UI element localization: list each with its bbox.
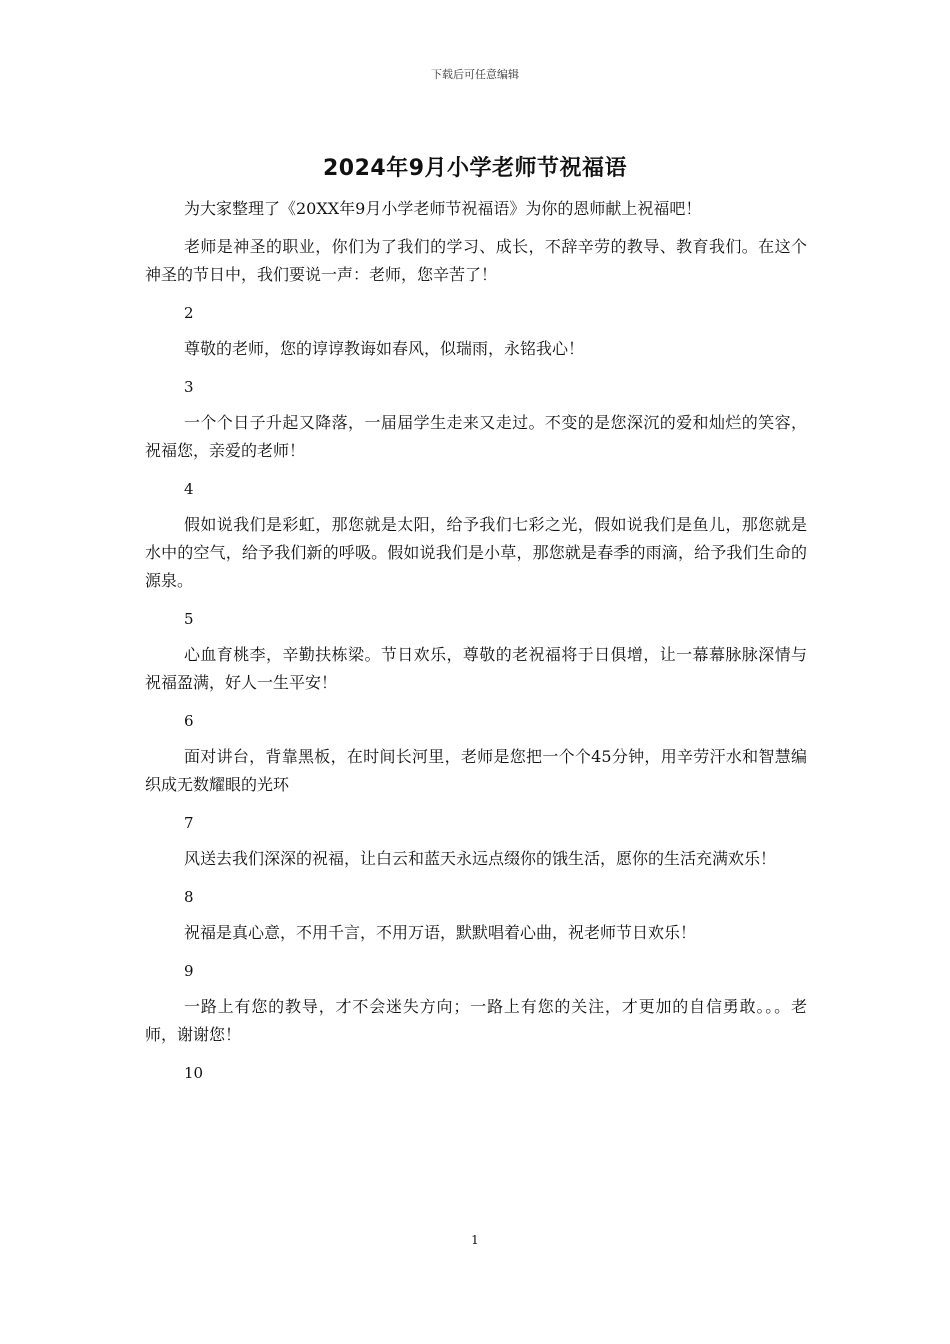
item-number-7: 7 [184,814,194,832]
item-number-4: 4 [184,480,194,498]
paragraph-5: 心血育桃李，辛勤扶栋梁。节日欢乐，尊敬的老祝福将于日俱增，让一幕幕脉脉深情与祝福盈满，好人一生平安！ [145,645,807,692]
paragraph-7: 风送去我们深深的祝福，让白云和蓝天永远点缀你的饿生活，愿你的生活充满欢乐！ [184,849,777,868]
item-number-9: 9 [184,962,194,980]
paragraph-8: 祝福是真心意，不用千言，不用万语，默默唱着心曲，祝老师节日欢乐！ [184,923,697,942]
page-header-note: 下载后可任意编辑 [431,68,519,81]
paragraph-4: 假如说我们是彩虹，那您就是太阳，给予我们七彩之光，假如说我们是鱼儿，那您就是水中的空气，给予我们新的呼吸。假如说我们是小草，那您就是春季的雨滴，给予我们生命的源泉。 [145,515,807,590]
document-title: 2024年9月小学老师节祝福语 [322,156,628,181]
paragraph-3: 一个个日子升起又降落，一届届学生走来又走过。不变的是您深沉的爱和灿烂的笑容，祝福您，亲爱的老师！ [145,413,807,460]
paragraph-6: 面对讲台，背靠黑板，在时间长河里，老师是您把一个个45分钟，用辛劳汗水和智慧编织成无数耀眼的光环 [145,747,807,794]
item-number-2: 2 [184,304,194,322]
item-number-8: 8 [184,888,194,906]
paragraph-2: 尊敬的老师，您的谆谆教诲如春风，似瑞雨，永铭我心！ [184,339,585,358]
paragraph-9: 一路上有您的教导，才不会迷失方向；一路上有您的关注，才更加的自信勇敢。。。老师，谢谢您！ [145,997,807,1044]
page-number: 1 [471,1233,479,1247]
document-body [145,195,807,1095]
paragraph-1: 老师是神圣的职业，你们为了我们的学习、成长，不辞辛劳的教导、教育我们。在这个神圣的节日中，我们要说一声：老师，您辛苦了！ [145,237,807,284]
item-number-10: 10 [184,1064,204,1082]
intro-paragraph: 为大家整理了《20XX年9月小学老师节祝福语》为你的恩师献上祝福吧！ [184,199,702,218]
item-number-6: 6 [184,712,194,730]
item-number-5: 5 [184,610,194,628]
item-number-3: 3 [184,378,194,396]
